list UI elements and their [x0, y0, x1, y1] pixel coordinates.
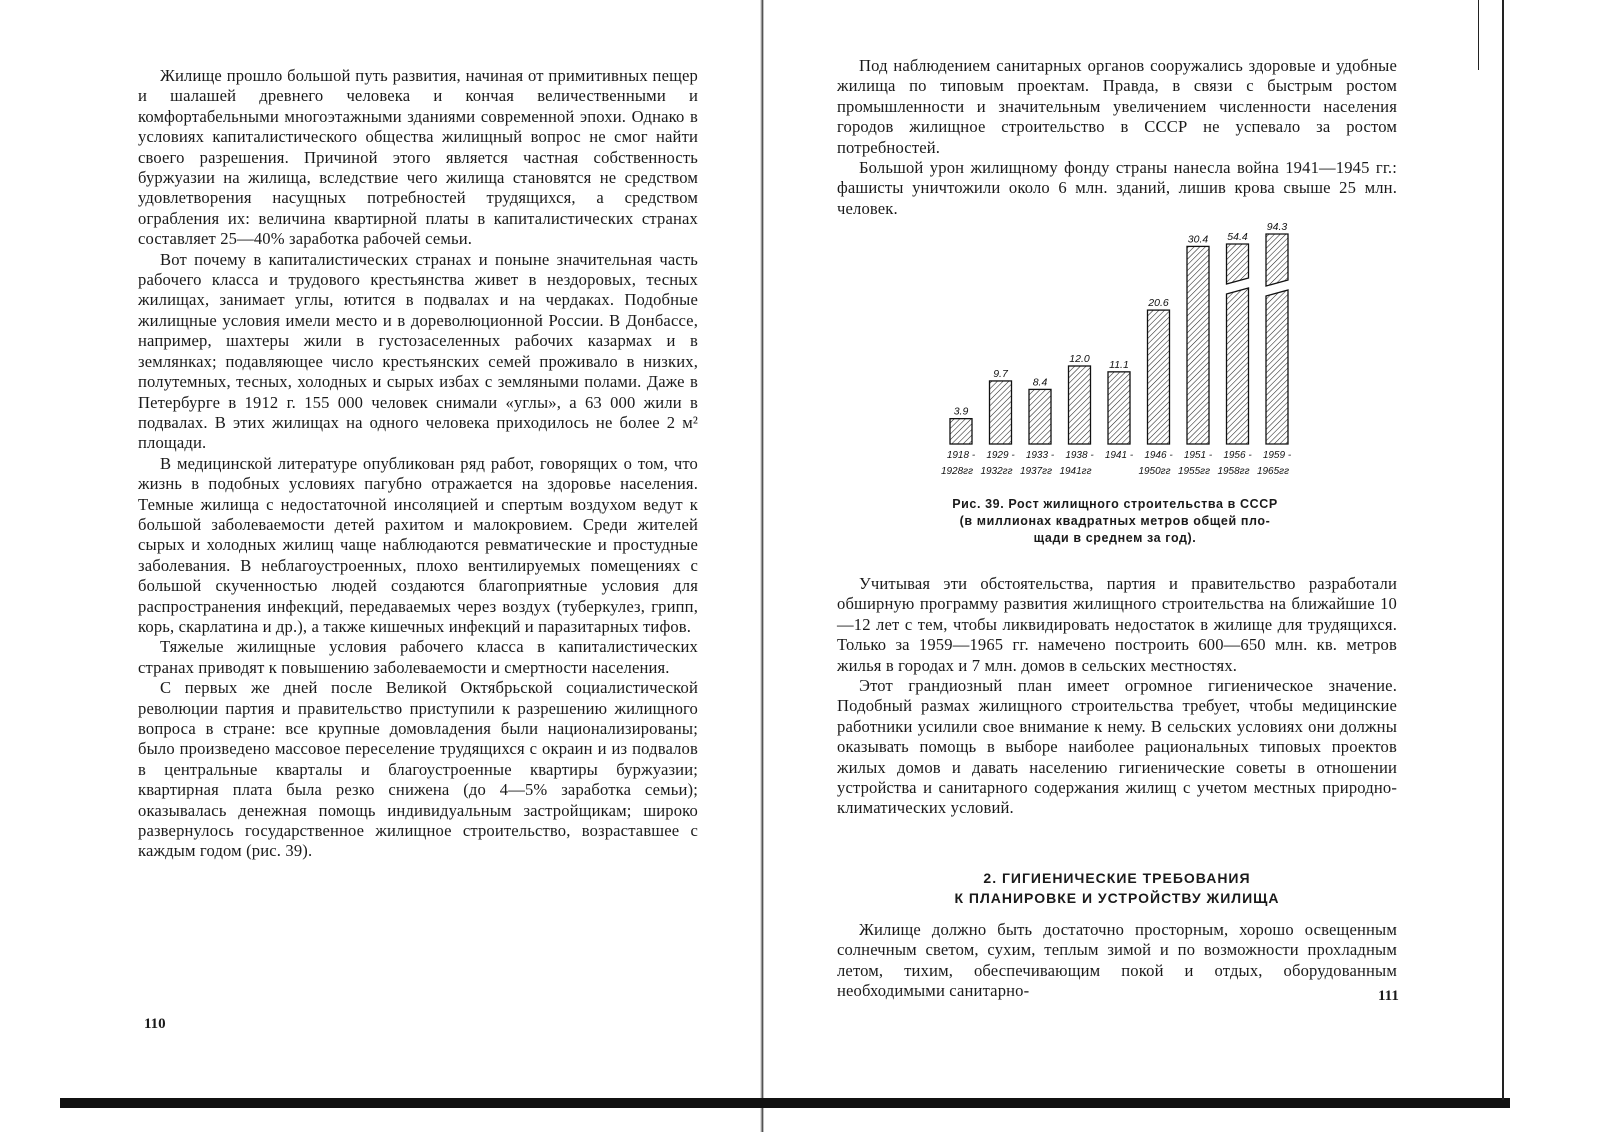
bar-2 — [1029, 389, 1051, 444]
right-paragraph-4: Этот грандиозный план имеет огромное гигиеническое значение. Подобный размах жилищного строительства требует, чтобы медицинские работники усилили свое внимание к нему. В сельских условиях они должны оказывать помощь в выборе наиболее рациональных типовых проектов жилых домов и давать населению гигиенические советы в отношении устройства и санитарного содержания жилищ с учетом местных природно-климатических условий. — [837, 676, 1397, 818]
scan-edge-mark — [1478, 0, 1479, 70]
value-label-0: 3.9 — [953, 405, 969, 418]
section-heading-line-1: 2. ГИГИЕНИЧЕСКИЕ ТРЕБОВАНИЯ — [983, 870, 1251, 886]
value-label-7: 54.4 — [1227, 231, 1248, 243]
category-bottom-1: 1932гг — [980, 466, 1013, 477]
category-bottom-6: 1955гг — [1177, 466, 1211, 477]
page-number-left: 110 — [144, 1016, 166, 1032]
left-paragraph-1: Жилище прошло большой путь развития, начиная от примитивных пещер и шалашей древнего человека и кончая величественными и комфортабельными многоэтажными зданиями современной эпохи. Однако в условиях капиталистического общества жилищный вопрос не смог найти своего разрешения. Причиной этого является частная собственность буржуазии на жилища, вследствие чего жилища становятся не средством удовлетворения насущных потребностей трудящихся, а средством ограбления их: величина квартирной платы в капиталистических странах составляет 25—40% заработка рабочей семьи. — [138, 66, 698, 249]
category-top-4: 1941 - — [1104, 450, 1134, 461]
page-number-right: 111 — [1378, 988, 1399, 1004]
bar-0 — [950, 419, 972, 444]
caption-line-2: (в миллионах квадратных метров общей пло- — [959, 514, 1271, 528]
housing-chart — [930, 222, 1300, 492]
bar-bottom-8 — [1266, 290, 1288, 444]
category-bottom-7: 1958гг — [1217, 466, 1250, 477]
category-top-8: 1959 - — [1262, 450, 1292, 461]
left-page — [0, 0, 780, 1132]
right-bottom-text — [837, 574, 1397, 819]
caption-line-3: щади в среднем за год). — [1033, 531, 1197, 545]
bar-bottom-7 — [1227, 288, 1249, 444]
category-top-0: 1918 - — [946, 450, 976, 461]
right-paragraph-2: Большой урон жилищному фонду страны нанесла война 1941—1945 гг.: фашисты уничтожили около 6 млн. зданий, лишив крова свыше 25 млн. человек. — [837, 158, 1397, 218]
section-heading — [837, 868, 1397, 908]
left-paragraph-2: Вот почему в капиталистических странах и поныне значительная часть рабочего класса и трудового крестьянства живет в нездоровых, тесных жилищах, занимает углы, ютится в подвалах и на чердаках. Подобные жилищные условия имели место и в дореволюционной России. В Донбассе, например, шахтеры жили в густозаселенных рабочих казармах и в землянках; подавляющее число крестьянских семей проживало в низких, полутемных, тесных, холодных и сырых избах с земляными полами. Даже в Петербурге в 1912 г. 155 000 человек снимали «углы», а 63 000 жили в подвалах. В этих жилищах на одного человека приходилось не более 2 м² площади. — [138, 249, 698, 453]
value-label-3: 12.0 — [1069, 353, 1090, 365]
bar-3 — [1069, 366, 1091, 444]
left-paragraph-3: В медицинской литературе опубликован ряд работ, говорящих о том, что жизнь в подобных условиях пагубно отражается на здоровье населения. Темные жилища с недостаточной инсоляцией и спертым воздухом ведут к большой заболеваемости детей рахитом и малокровием. Среди жителей сырых и холодных жилищ чаще наблюдаются ревматические и простудные заболевания. В неблагоустроенных, плохо вентилируемых помещениях с большой скученностью людей создаются благоприятные условия для распространения инфекций, передаваемых через воздух (туберкулез, грипп, корь, скарлатина и др.), а также кишечных инфекций и паразитарных тифов. — [138, 453, 698, 636]
value-label-6: 30.4 — [1187, 233, 1209, 246]
chart-svg — [930, 222, 1300, 492]
category-bottom-2: 1937гг — [1019, 466, 1053, 477]
left-paragraph-4: Тяжелые жилищные условия рабочего класса в капиталистических странах приводят к повышению заболеваемости и смертности населения. — [138, 637, 698, 677]
category-bottom-8: 1965гг — [1256, 466, 1290, 477]
category-top-2: 1933 - — [1025, 450, 1055, 461]
bar-1 — [990, 381, 1012, 444]
bar-top-7 — [1227, 244, 1249, 284]
left-paragraph-5: С первых же дней после Великой Октябрьской социалистической революции партия и правительство приступили к разрешению жилищного вопроса в стране: все крупные домовладения были национализированы; было произведено массовое переселение трудящихся с окраин и из подвалов в центральные кварталы и благоустроенные квартиры буржуазии; квартирная плата была резко снижена (до 4—5% заработка семьи); оказывалась денежная помощь индивидуальным застройщикам; широко развернулось государственное жилищное строительство, возраставшее с каждым годом (рис. 39). — [138, 678, 698, 861]
right-paragraph-1: Под наблюдением санитарных органов сооружались здоровые и удобные жилища по типовым проектам. Правда, в связи с быстрым ростом промышленности и значительным увеличением численности населения городов жилищное строительство в СССР не успевало за ростом потребностей. — [837, 56, 1397, 157]
right-last-text — [837, 920, 1397, 1002]
figure-caption — [925, 496, 1305, 547]
value-label-4: 11.1 — [1109, 358, 1129, 371]
category-bottom-3: 1941гг — [1059, 466, 1092, 477]
scan-bottom-edge — [60, 1098, 1510, 1108]
category-top-5: 1946 - — [1144, 450, 1173, 461]
value-label-1: 9.7 — [993, 367, 1008, 380]
caption-line-1: Рис. 39. Рост жилищного строительства в СССР — [952, 497, 1278, 511]
right-page — [780, 0, 1600, 1132]
bar-6 — [1187, 246, 1209, 444]
value-label-5: 20.6 — [1148, 297, 1169, 310]
book-spine — [760, 0, 764, 1132]
category-bottom-5: 1950гг — [1138, 466, 1171, 477]
scan-right-edge — [1502, 0, 1504, 1100]
left-text-column — [138, 66, 698, 862]
right-paragraph-5: Жилище должно быть достаточно просторным, хорошо освещенным солнечным светом, сухим, теплым зимой и по возможности прохладным летом, тихим, обеспечивающим покой и отдых, оборудованным необходимыми санитарно- — [837, 920, 1397, 1001]
bar-5 — [1148, 310, 1170, 444]
bars-group — [941, 222, 1292, 477]
category-top-7: 1956 - — [1223, 450, 1252, 461]
right-top-text — [837, 56, 1397, 219]
category-top-1: 1929 - — [986, 450, 1015, 461]
category-top-3: 1938 - — [1065, 450, 1094, 461]
right-paragraph-3: Учитывая эти обстоятельства, партия и правительство разработали обширную программу развития жилищного строительства на ближайшие 10—12 лет с тем, чтобы ликвидировать недостаток в жилище для трудящихся. Только за 1959—1965 гг. намечено построить 600—650 млн. кв. метров жилья в городах и 7 млн. домов в сельских местностях. — [837, 574, 1397, 675]
bar-top-8 — [1266, 234, 1288, 286]
value-label-8: 94.3 — [1266, 222, 1288, 233]
category-bottom-0: 1928гг — [940, 466, 974, 477]
category-top-6: 1951 - — [1183, 450, 1213, 461]
value-label-2: 8.4 — [1032, 376, 1048, 389]
section-heading-line-2: К ПЛАНИРОВКЕ И УСТРОЙСТВУ ЖИЛИЩА — [954, 890, 1280, 906]
bar-4 — [1108, 372, 1130, 444]
